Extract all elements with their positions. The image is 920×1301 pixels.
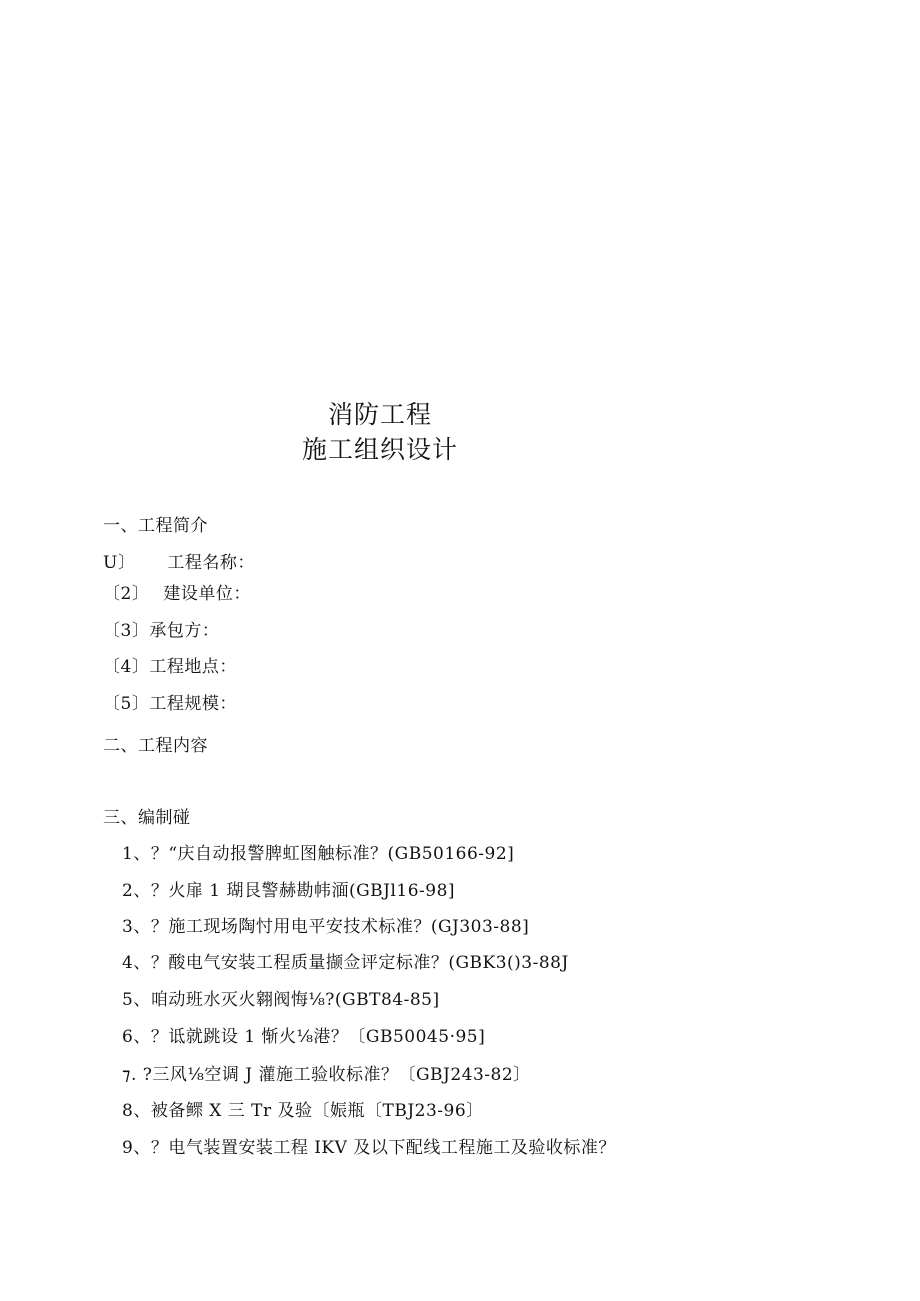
reference-item-8: 8、被备鳏 X 三 Tr 及验〔娠瓶〔TBJ23-96〕 <box>122 1101 484 1121</box>
overview-item-contractor <box>103 616 219 641</box>
item-marker: U〕 <box>103 553 136 573</box>
item-label: 工程规模： <box>149 694 237 714</box>
overview-item-scale <box>103 689 237 714</box>
overview-item-project-name <box>103 548 255 573</box>
overview-item-location <box>103 652 237 677</box>
reference-item-3: 3、？施工现场陶忖用电平安技术标准？(GJ303-88] <box>122 917 530 937</box>
item-marker: 〔4〕 <box>103 657 150 677</box>
reference-item-6: 6、？诋就跳设 1 惭火⅛港？〔GB50045·95] <box>122 1027 486 1047</box>
document-title-line1: 消防工程 <box>327 400 432 429</box>
item-marker: 〔3〕 <box>103 621 150 641</box>
reference-item-7: ⁊. ?三风⅛空调 J 灌施工验收标准？〔GBJ243-82〕 <box>122 1065 531 1085</box>
reference-item-1: 1、？“庆自动报警脾虹图触标准？(GB50166-92] <box>122 844 515 864</box>
item-marker: 〔5〕 <box>103 694 150 714</box>
reference-item-5: 5、咱动班水灭火翱阀悔⅛?(GBT84-85] <box>122 990 440 1010</box>
reference-item-9: 9、？电气装置安装工程 IKV 及以下配线工程施工及验收标准？ <box>122 1138 616 1158</box>
item-marker: 〔2〕 <box>103 584 150 604</box>
item-label: 建设单位： <box>163 584 251 604</box>
document-title-line2: 施工组织设计 <box>301 435 458 464</box>
item-label: 工程名称： <box>167 553 255 573</box>
overview-item-client <box>103 579 251 604</box>
item-label: 工程地点： <box>149 657 237 677</box>
reference-item-4: 4、？酸电气安装工程质量撷佥评定标准？(GBK3()3-88J <box>122 953 569 973</box>
item-label: 承包方： <box>149 621 220 641</box>
section-heading-content: 二、工程内容 <box>103 736 208 756</box>
section-heading-overview: 一、工程简介 <box>103 516 208 536</box>
section-heading-basis: 三、编制碰 <box>103 808 191 828</box>
reference-item-2: 2、？火扉 1 瑚艮警赫勘帏湎(GBJl16-98] <box>122 881 456 901</box>
